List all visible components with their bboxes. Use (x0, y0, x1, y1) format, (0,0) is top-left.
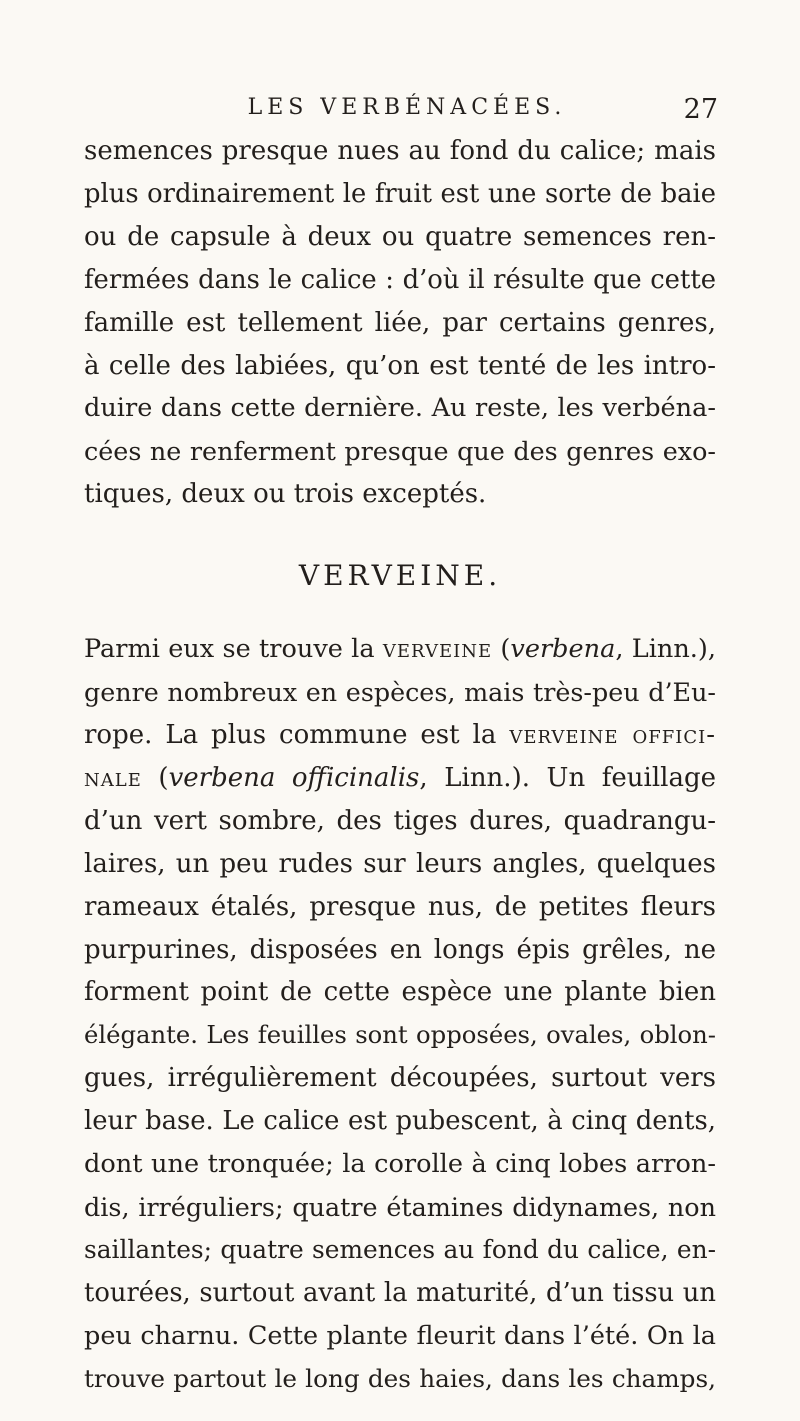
text-run: Parmi eux se trouve la (84, 634, 383, 665)
text-line: purpurines, disposées en longs épis grêles, ne (84, 934, 716, 965)
text-line: famille est tellement liée, par certains genres, (84, 307, 716, 338)
text-line: élégante. Les feuilles sont opposées, ovales, oblon- (84, 1020, 716, 1050)
text-line: tiques, deux ou trois exceptés. (84, 479, 487, 510)
text-line: duire dans cette dernière. Au reste, les verbéna- (84, 393, 716, 424)
text-run: rope. La plus commune est la (84, 719, 510, 750)
small-caps-term: verveine offici- (509, 719, 716, 750)
text-line: à celle des labiées, qu’on est tenté de les intro- (84, 350, 716, 381)
text-line: leur base. Le calice est pubescent, à cinq dents, (84, 1106, 716, 1137)
page-number: 27 (683, 94, 718, 125)
running-title: LES VERBÉNACÉES. (247, 95, 567, 120)
text-line: saillantes; quatre semences au fond du calice, en- (84, 1234, 716, 1264)
text-line: genre nombreux en espèces, mais très-peu d’Eu- (84, 677, 716, 708)
text-line: peu charnu. Cette plante fleurit dans l’été. On la (84, 1320, 716, 1351)
text-line (84, 714, 716, 757)
small-caps-term: nale (84, 762, 142, 793)
text-line (84, 757, 716, 800)
paragraph-1 (84, 130, 716, 516)
text-line (84, 628, 716, 671)
text-run: ( (141, 762, 169, 793)
text-line: semences presque nues au fond du calice; mais (84, 136, 716, 166)
text-line: trouve partout le long des haies, dans les champs, (84, 1363, 716, 1393)
text-line: ou de capsule à deux ou quatre semences ren- (84, 221, 716, 252)
text-line: dis, irréguliers; quatre étamines didynames, non (84, 1191, 716, 1222)
text-line: rameaux étalés, presque nus, de petites fleurs (84, 891, 716, 922)
latin-name: verbena (510, 634, 616, 665)
text-line: laires, un peu rudes sur leurs angles, quelques (84, 848, 716, 879)
text-run: , Linn.), (615, 634, 716, 665)
text-line: gues, irrégulièrement découpées, surtout vers (84, 1063, 716, 1094)
section-heading: VERVEINE. (298, 559, 502, 593)
text-run: ( (492, 634, 511, 665)
running-head (84, 86, 716, 130)
paragraph-2 (84, 628, 716, 1400)
text-run: , Linn.). Un feuillage (419, 762, 716, 793)
latin-name: verbena officinalis (168, 762, 420, 793)
text-line: dont une tronquée; la corolle à cinq lobes arron- (84, 1149, 716, 1180)
text-line: cées ne renferment presque que des genres exo- (84, 436, 716, 467)
text-line: tourées, surtout avant la maturité, d’un tissu un (84, 1277, 716, 1308)
text-line: fermées dans le calice : d’où il résulte que cette (84, 264, 716, 295)
text-line: forment point de cette espèce une plante bien (84, 977, 716, 1008)
text-line: d’un vert sombre, des tiges dures, quadrangu- (84, 805, 716, 836)
book-page (84, 86, 716, 1400)
small-caps-term: verveine (382, 634, 493, 665)
text-line: plus ordinairement le fruit est une sorte de baie (84, 178, 716, 209)
